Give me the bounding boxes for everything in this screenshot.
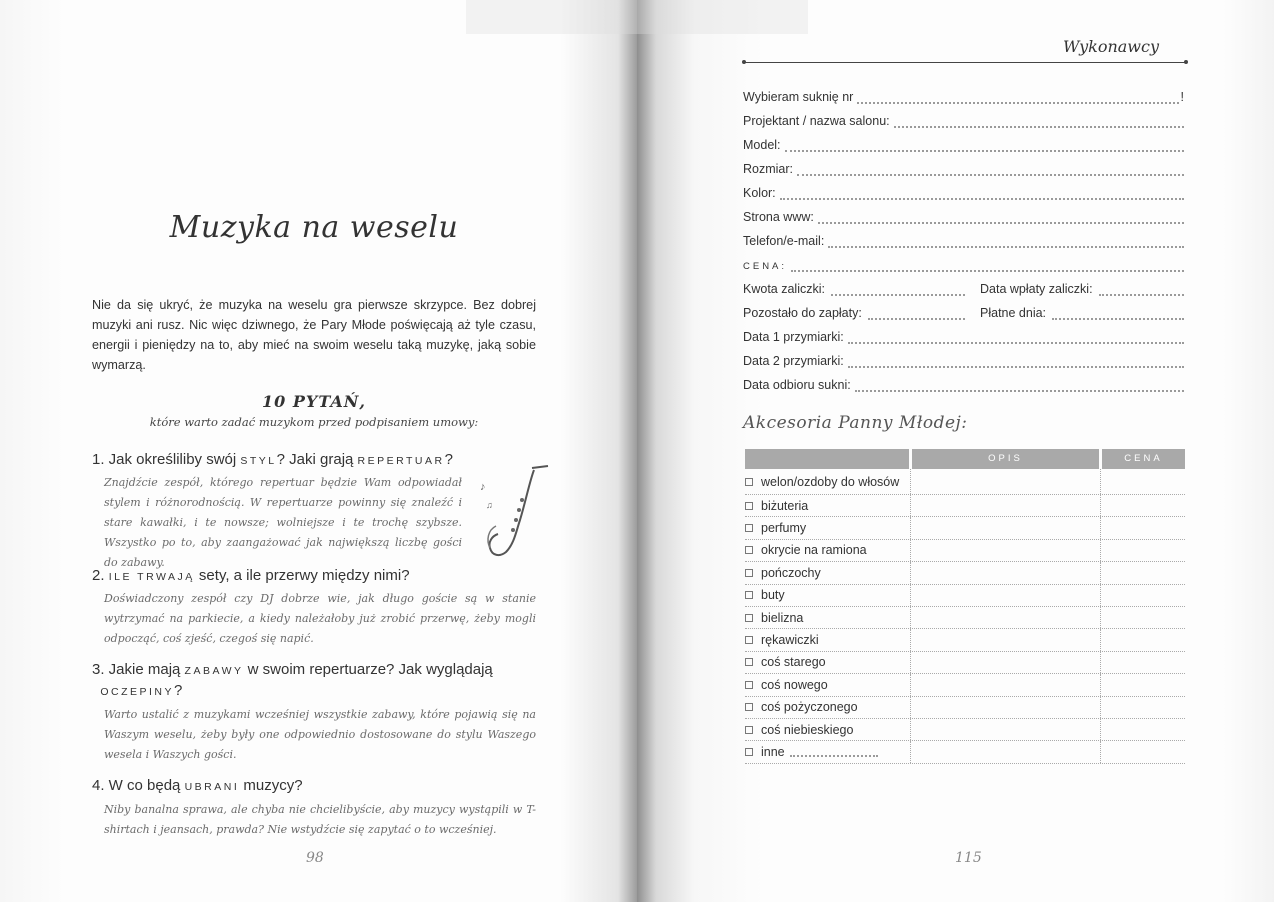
form-website[interactable]: Strona www: [743, 208, 1184, 224]
form-remaining[interactable]: Pozostało do zapłaty: [743, 304, 965, 320]
checkbox[interactable] [745, 546, 753, 554]
header-opis: OPIS [912, 449, 1099, 469]
item-label: coś niebieskiego [761, 722, 854, 737]
form-dress-number[interactable]: Wybieram suknię nr ! [743, 90, 1184, 104]
checkbox[interactable] [745, 681, 753, 689]
table-row [745, 540, 1185, 562]
table-row [745, 741, 1185, 763]
svg-text:♪: ♪ [480, 481, 486, 493]
question-1: 1. Jak określiliby swój STYL? Jaki grają REPERTUAR? [92, 451, 453, 468]
cena-cell[interactable] [1101, 674, 1185, 695]
svg-text:♫: ♫ [486, 500, 493, 510]
table-row [745, 697, 1185, 719]
opis-cell[interactable] [911, 674, 1101, 695]
right-page [637, 0, 1274, 902]
form-fitting-1[interactable]: Data 1 przymiarki: [743, 328, 1184, 344]
checkbox[interactable] [745, 478, 753, 486]
opis-cell[interactable] [911, 495, 1101, 516]
cena-cell[interactable] [1101, 585, 1185, 606]
opis-cell[interactable] [911, 719, 1101, 740]
question-4: 4. W co będą UBRANI muzycy? [92, 777, 303, 794]
cena-cell[interactable] [1101, 629, 1185, 650]
chapter-title: Muzyka na weselu [169, 210, 459, 245]
item-cell [745, 741, 911, 762]
question-3: 3. Jakie mają ZABAWY w swoim repertuarze? Jak wyglądają OCZEPINY? [92, 661, 493, 699]
checkbox[interactable] [745, 591, 753, 599]
cena-cell[interactable] [1101, 517, 1185, 538]
table-row [745, 469, 1185, 495]
fill-line[interactable] [790, 747, 878, 757]
form-fitting-2[interactable]: Data 2 przymiarki: [743, 352, 1184, 368]
item-cell [745, 562, 911, 583]
questions-heading: 10 PYTAŃ, [262, 392, 366, 411]
form-designer[interactable]: Projektant / nazwa salonu: [743, 112, 1184, 128]
header-item [745, 449, 909, 469]
cena-cell[interactable] [1101, 697, 1185, 718]
item-cell [745, 495, 911, 516]
form-due-date[interactable]: Płatne dnia: [980, 304, 1184, 320]
cena-cell[interactable] [1101, 540, 1185, 561]
item-cell [745, 469, 911, 494]
checkbox[interactable] [745, 636, 753, 644]
table-row [745, 562, 1185, 584]
accessories-title: Akcesoria Panny Młodej: [743, 413, 968, 433]
cena-cell[interactable] [1101, 469, 1185, 494]
questions-subheading: które warto zadać muzykom przed podpisaniem umowy: [149, 415, 479, 429]
form-deposit-date[interactable]: Data wpłaty zaliczki: [980, 280, 1184, 296]
form-color[interactable]: Kolor: [743, 184, 1184, 200]
running-head: Wykonawcy [1063, 37, 1159, 56]
item-cell [745, 517, 911, 538]
top-shadow [466, 0, 808, 34]
item-label: okrycie na ramiona [761, 543, 867, 558]
saxophone-icon [470, 460, 554, 560]
table-row [745, 674, 1185, 696]
checkbox[interactable] [745, 748, 753, 756]
item-label: rękawiczki [761, 633, 819, 648]
header-cena: CENA [1102, 449, 1185, 469]
opis-cell[interactable] [911, 585, 1101, 606]
opis-cell[interactable] [911, 741, 1101, 762]
header-rule [744, 62, 1186, 63]
item-label: welon/ozdoby do włosów [761, 474, 900, 489]
cena-cell[interactable] [1101, 562, 1185, 583]
table-row [745, 629, 1185, 651]
cena-cell[interactable] [1101, 719, 1185, 740]
checkbox[interactable] [745, 569, 753, 577]
form-price[interactable]: CENA: [743, 256, 1184, 272]
item-label: biżuteria [761, 498, 809, 513]
opis-cell[interactable] [911, 607, 1101, 628]
table-row [745, 517, 1185, 539]
checkbox[interactable] [745, 726, 753, 734]
checkbox[interactable] [745, 614, 753, 622]
cena-cell[interactable] [1101, 652, 1185, 673]
opis-cell[interactable] [911, 697, 1101, 718]
answer-2: Doświadczony zespół czy DJ dobrze wie, jak długo goście są w stanie wytrzymać na parkiecie, a kiedy należałoby już zrobić przerwę, żeby mogli odpocząć, coś zjeść, czegoś się napić. [104, 592, 536, 645]
form-deposit[interactable]: Kwota zaliczki: [743, 280, 965, 296]
intro-paragraph: Nie da się ukryć, że muzyka na weselu gra pierwsze skrzypce. Bez dobrej muzyki ani rusz. Nic więc dziwnego, że Pary Młode poświęcają aż tyle czasu, energii i pieniędzy na to, aby mieć na swoim weselu taką muzykę, jaką sobie wymarzą. [92, 298, 536, 372]
item-cell [745, 652, 911, 673]
opis-cell[interactable] [911, 469, 1101, 494]
answer-4: Niby banalna sprawa, ale chyba nie chcielibyście, aby muzycy wystąpili w T-shirtach i jeansach, prawda? Nie wstydźcie się zapytać o to wcześniej. [104, 803, 536, 836]
item-label: buty [761, 588, 785, 603]
opis-cell[interactable] [911, 540, 1101, 561]
item-cell [745, 629, 911, 650]
item-label: inne [761, 744, 785, 759]
table-row [745, 652, 1185, 674]
item-cell [745, 585, 911, 606]
page-number-left: 98 [306, 850, 324, 866]
item-label: pończochy [761, 565, 821, 580]
item-label: coś starego [761, 655, 826, 670]
table-row [745, 495, 1185, 517]
opis-cell[interactable] [911, 652, 1101, 673]
cena-cell[interactable] [1101, 607, 1185, 628]
checkbox[interactable] [745, 658, 753, 666]
item-label: coś pożyczonego [761, 700, 858, 715]
item-cell [745, 607, 911, 628]
form-pickup[interactable]: Data odbioru sukni: [743, 376, 1184, 392]
table-row [745, 585, 1185, 607]
item-cell [745, 540, 911, 561]
cena-cell[interactable] [1101, 741, 1185, 762]
accessories-table [745, 449, 1185, 764]
form-phone[interactable]: Telefon/e-mail: [743, 232, 1184, 248]
item-label: bielizna [761, 610, 804, 625]
item-label: coś nowego [761, 677, 828, 692]
checkbox[interactable] [745, 703, 753, 711]
item-cell [745, 674, 911, 695]
checkbox[interactable] [745, 502, 753, 510]
cena-cell[interactable] [1101, 495, 1185, 516]
opis-cell[interactable] [911, 629, 1101, 650]
question-2: 2. ILE TRWAJĄ sety, a ile przerwy między nimi? [92, 567, 410, 584]
table-row [745, 607, 1185, 629]
answer-1: Znajdźcie zespół, którego repertuar będzie Wam odpowiadał stylem i różnorodnością. W repertuarze powinny się znaleźć i stare kawałki, i te nowsze; wolniejsze i te trochę szybsze. Wszystko po to, aby zaangażować jak największą liczbę gości do zabawy. [104, 476, 462, 569]
item-cell [745, 697, 911, 718]
opis-cell[interactable] [911, 517, 1101, 538]
answer-3: Warto ustalić z muzykami wcześniej wszystkie zabawy, które pojawią się na Waszym weselu, żeby były one odpowiednio dostosowane do stylu Waszego wesela i Waszych gości. [104, 708, 536, 761]
page-number-right: 115 [955, 850, 982, 866]
item-cell [745, 719, 911, 740]
form-size[interactable]: Rozmiar: [743, 160, 1184, 176]
checkbox[interactable] [745, 524, 753, 532]
table-header [745, 449, 1185, 469]
table-row [745, 719, 1185, 741]
opis-cell[interactable] [911, 562, 1101, 583]
form-model[interactable]: Model: [743, 136, 1184, 152]
item-label: perfumy [761, 521, 807, 536]
